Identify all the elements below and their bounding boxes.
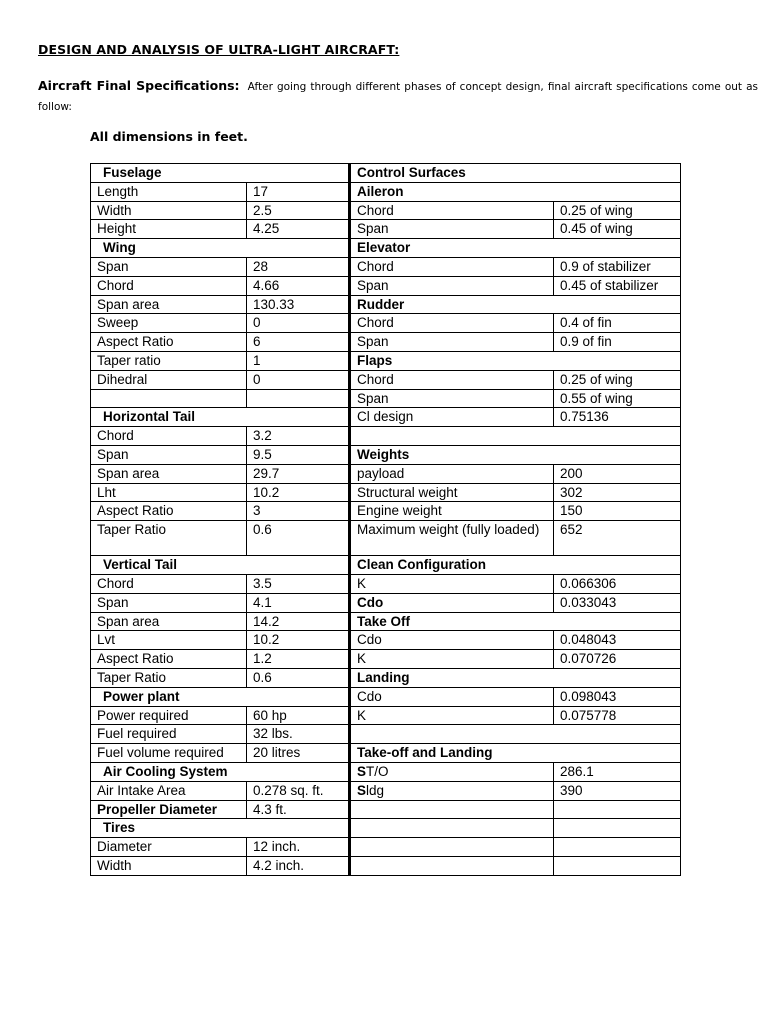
spec-value: 0.066306 [554,574,681,593]
section-header: Tires [91,819,350,838]
spec-label: Span area [91,464,247,483]
spec-value: 0.55 of wing [554,389,681,408]
spec-label: Height [91,220,247,239]
table-row [91,556,681,575]
table-row [91,838,681,857]
table-row [91,333,681,352]
spec-label: Cl design [350,408,554,427]
table-row [91,593,681,612]
table-row [91,276,681,295]
spec-label: Diameter [91,838,247,857]
spec-label: Span [91,593,247,612]
table-row [91,502,681,521]
spec-label: Fuel required [91,725,247,744]
spec-value: 14.2 [247,612,350,631]
spec-label: K [350,706,554,725]
spec-value: 0.75136 [554,408,681,427]
table-row [91,182,681,201]
spec-value: 130.33 [247,295,350,314]
table-row [91,574,681,593]
spec-value: 0.070726 [554,650,681,669]
spec-label: Structural weight [350,483,554,502]
spec-label: Chord [91,427,247,446]
spec-value: 0 [247,314,350,333]
spec-value: 32 lbs. [247,725,350,744]
spec-label: Aspect Ratio [91,650,247,669]
spec-value: 1.2 [247,650,350,669]
spec-value [554,819,681,838]
spec-value: 4.66 [247,276,350,295]
spec-value: 0.075778 [554,706,681,725]
section-header: Vertical Tail [91,556,350,575]
specifications-table [90,163,681,876]
dimensions-note: All dimensions in feet. [90,129,248,144]
section-header: Control Surfaces [350,164,681,183]
table-row [91,389,681,408]
table-row [91,725,681,744]
spec-label: Lvt [91,631,247,650]
spec-label: Span [350,333,554,352]
spec-label: K [350,574,554,593]
table-row [91,612,681,631]
spec-value: 390 [554,781,681,800]
table-row [91,521,681,556]
spec-label [350,856,554,875]
intro-lead: Aircraft Final Specifications: [38,78,240,93]
section-header [350,427,681,446]
spec-label: Chord [91,574,247,593]
section-header: Wing [91,239,350,258]
section-header: Fuselage [91,164,350,183]
spec-value: 4.3 ft. [247,800,350,819]
spec-value: 150 [554,502,681,521]
spec-label: payload [350,464,554,483]
spec-label [91,389,247,408]
spec-value: 10.2 [247,631,350,650]
section-header: Elevator [350,239,681,258]
spec-value: 652 [554,521,681,556]
spec-value: 2.5 [247,201,350,220]
spec-label [350,838,554,857]
table-row [91,257,681,276]
spec-label: Dihedral [91,370,247,389]
table-row [91,370,681,389]
table-row [91,239,681,258]
table-row [91,650,681,669]
spec-label-prefix: S [357,763,367,779]
spec-label [350,762,554,781]
spec-value: 0.9 of fin [554,333,681,352]
spec-label: Width [91,201,247,220]
spec-label: Taper ratio [91,351,247,370]
spec-value: 0.033043 [554,593,681,612]
spec-label: Lht [91,483,247,502]
section-header: Take-off and Landing [350,744,681,763]
spec-value: 0.45 of stabilizer [554,276,681,295]
section-header: Take Off [350,612,681,631]
spec-value: 3.5 [247,574,350,593]
page-title: DESIGN AND ANALYSIS OF ULTRA-LIGHT AIRCRAFT: [38,42,400,57]
table-row [91,631,681,650]
table-row [91,687,681,706]
table-row [91,351,681,370]
table-row [91,483,681,502]
table-row [91,744,681,763]
spec-value: 3.2 [247,427,350,446]
spec-value: 17 [247,182,350,201]
spec-label: Length [91,182,247,201]
spec-value: 302 [554,483,681,502]
section-header: Power plant [91,687,350,706]
spec-label: Width [91,856,247,875]
spec-label: Fuel volume required [91,744,247,763]
table-row [91,201,681,220]
section-header: Horizontal Tail [91,408,350,427]
spec-label: Engine weight [350,502,554,521]
intro-paragraph [38,76,758,117]
spec-label: Maximum weight (fully loaded) [350,521,554,556]
section-header: Aileron [350,182,681,201]
section-header: Landing [350,668,681,687]
spec-value [554,838,681,857]
table-row [91,464,681,483]
spec-label: Chord [350,257,554,276]
spec-label-rest: T/O [366,763,389,779]
table-row [91,427,681,446]
table-row [91,668,681,687]
spec-label: Span area [91,612,247,631]
spec-value: 0.9 of stabilizer [554,257,681,276]
table-row [91,445,681,464]
spec-value: 286.1 [554,762,681,781]
spec-label: Span [91,257,247,276]
spec-label-prefix: S [357,782,367,798]
spec-value: 4.1 [247,593,350,612]
section-header: Rudder [350,295,681,314]
section-header: Flaps [350,351,681,370]
spec-value: 1 [247,351,350,370]
table-row [91,295,681,314]
spec-label: Power required [91,706,247,725]
spec-value: 0.6 [247,521,350,556]
table-row [91,856,681,875]
spec-label: Chord [350,314,554,333]
spec-value: 0.4 of fin [554,314,681,333]
spec-label: Sweep [91,314,247,333]
spec-label: Taper Ratio [91,668,247,687]
spec-value: 0.6 [247,668,350,687]
spec-label: Cdo [350,593,554,612]
spec-label: Air Intake Area [91,781,247,800]
spec-label: Cdo [350,631,554,650]
section-header [350,725,681,744]
spec-value: 0.45 of wing [554,220,681,239]
intro-text: After going through different phases of concept design, final aircraft specifications come out as follow: [38,81,758,113]
spec-value: 200 [554,464,681,483]
table-row [91,408,681,427]
spec-label: Chord [350,201,554,220]
table-row [91,781,681,800]
spec-label [350,781,554,800]
table-row [91,819,681,838]
spec-label-rest: ldg [366,782,385,798]
spec-value: 9.5 [247,445,350,464]
specifications-table-body [91,164,681,876]
spec-value: 0.098043 [554,687,681,706]
table-row [91,314,681,333]
spec-label [350,819,554,838]
spec-value: 12 inch. [247,838,350,857]
spec-label: Span [350,220,554,239]
spec-label: Span area [91,295,247,314]
spec-value: 0.25 of wing [554,201,681,220]
spec-value [554,856,681,875]
spec-label: Taper Ratio [91,521,247,556]
spec-value: 29.7 [247,464,350,483]
spec-value: 28 [247,257,350,276]
spec-value: 0.278 sq. ft. [247,781,350,800]
table-row [91,220,681,239]
spec-label: Aspect Ratio [91,333,247,352]
spec-label: K [350,650,554,669]
spec-label: Span [350,276,554,295]
section-header: Air Cooling System [91,762,350,781]
spec-label: Propeller Diameter [91,800,247,819]
spec-value: 0 [247,370,350,389]
table-row [91,800,681,819]
spec-value: 10.2 [247,483,350,502]
spec-label: Chord [91,276,247,295]
spec-value: 4.2 inch. [247,856,350,875]
spec-label: Span [91,445,247,464]
section-header: Clean Configuration [350,556,681,575]
spec-label [350,800,554,819]
spec-value: 0.25 of wing [554,370,681,389]
spec-value [554,800,681,819]
spec-value: 60 hp [247,706,350,725]
table-row [91,706,681,725]
spec-value: 20 litres [247,744,350,763]
spec-label: Aspect Ratio [91,502,247,521]
spec-value: 0.048043 [554,631,681,650]
section-header: Weights [350,445,681,464]
spec-value: 3 [247,502,350,521]
spec-value: 4.25 [247,220,350,239]
spec-value: 6 [247,333,350,352]
spec-value [247,389,350,408]
spec-label: Chord [350,370,554,389]
spec-label: Span [350,389,554,408]
table-row [91,164,681,183]
spec-label: Cdo [350,687,554,706]
table-row [91,762,681,781]
